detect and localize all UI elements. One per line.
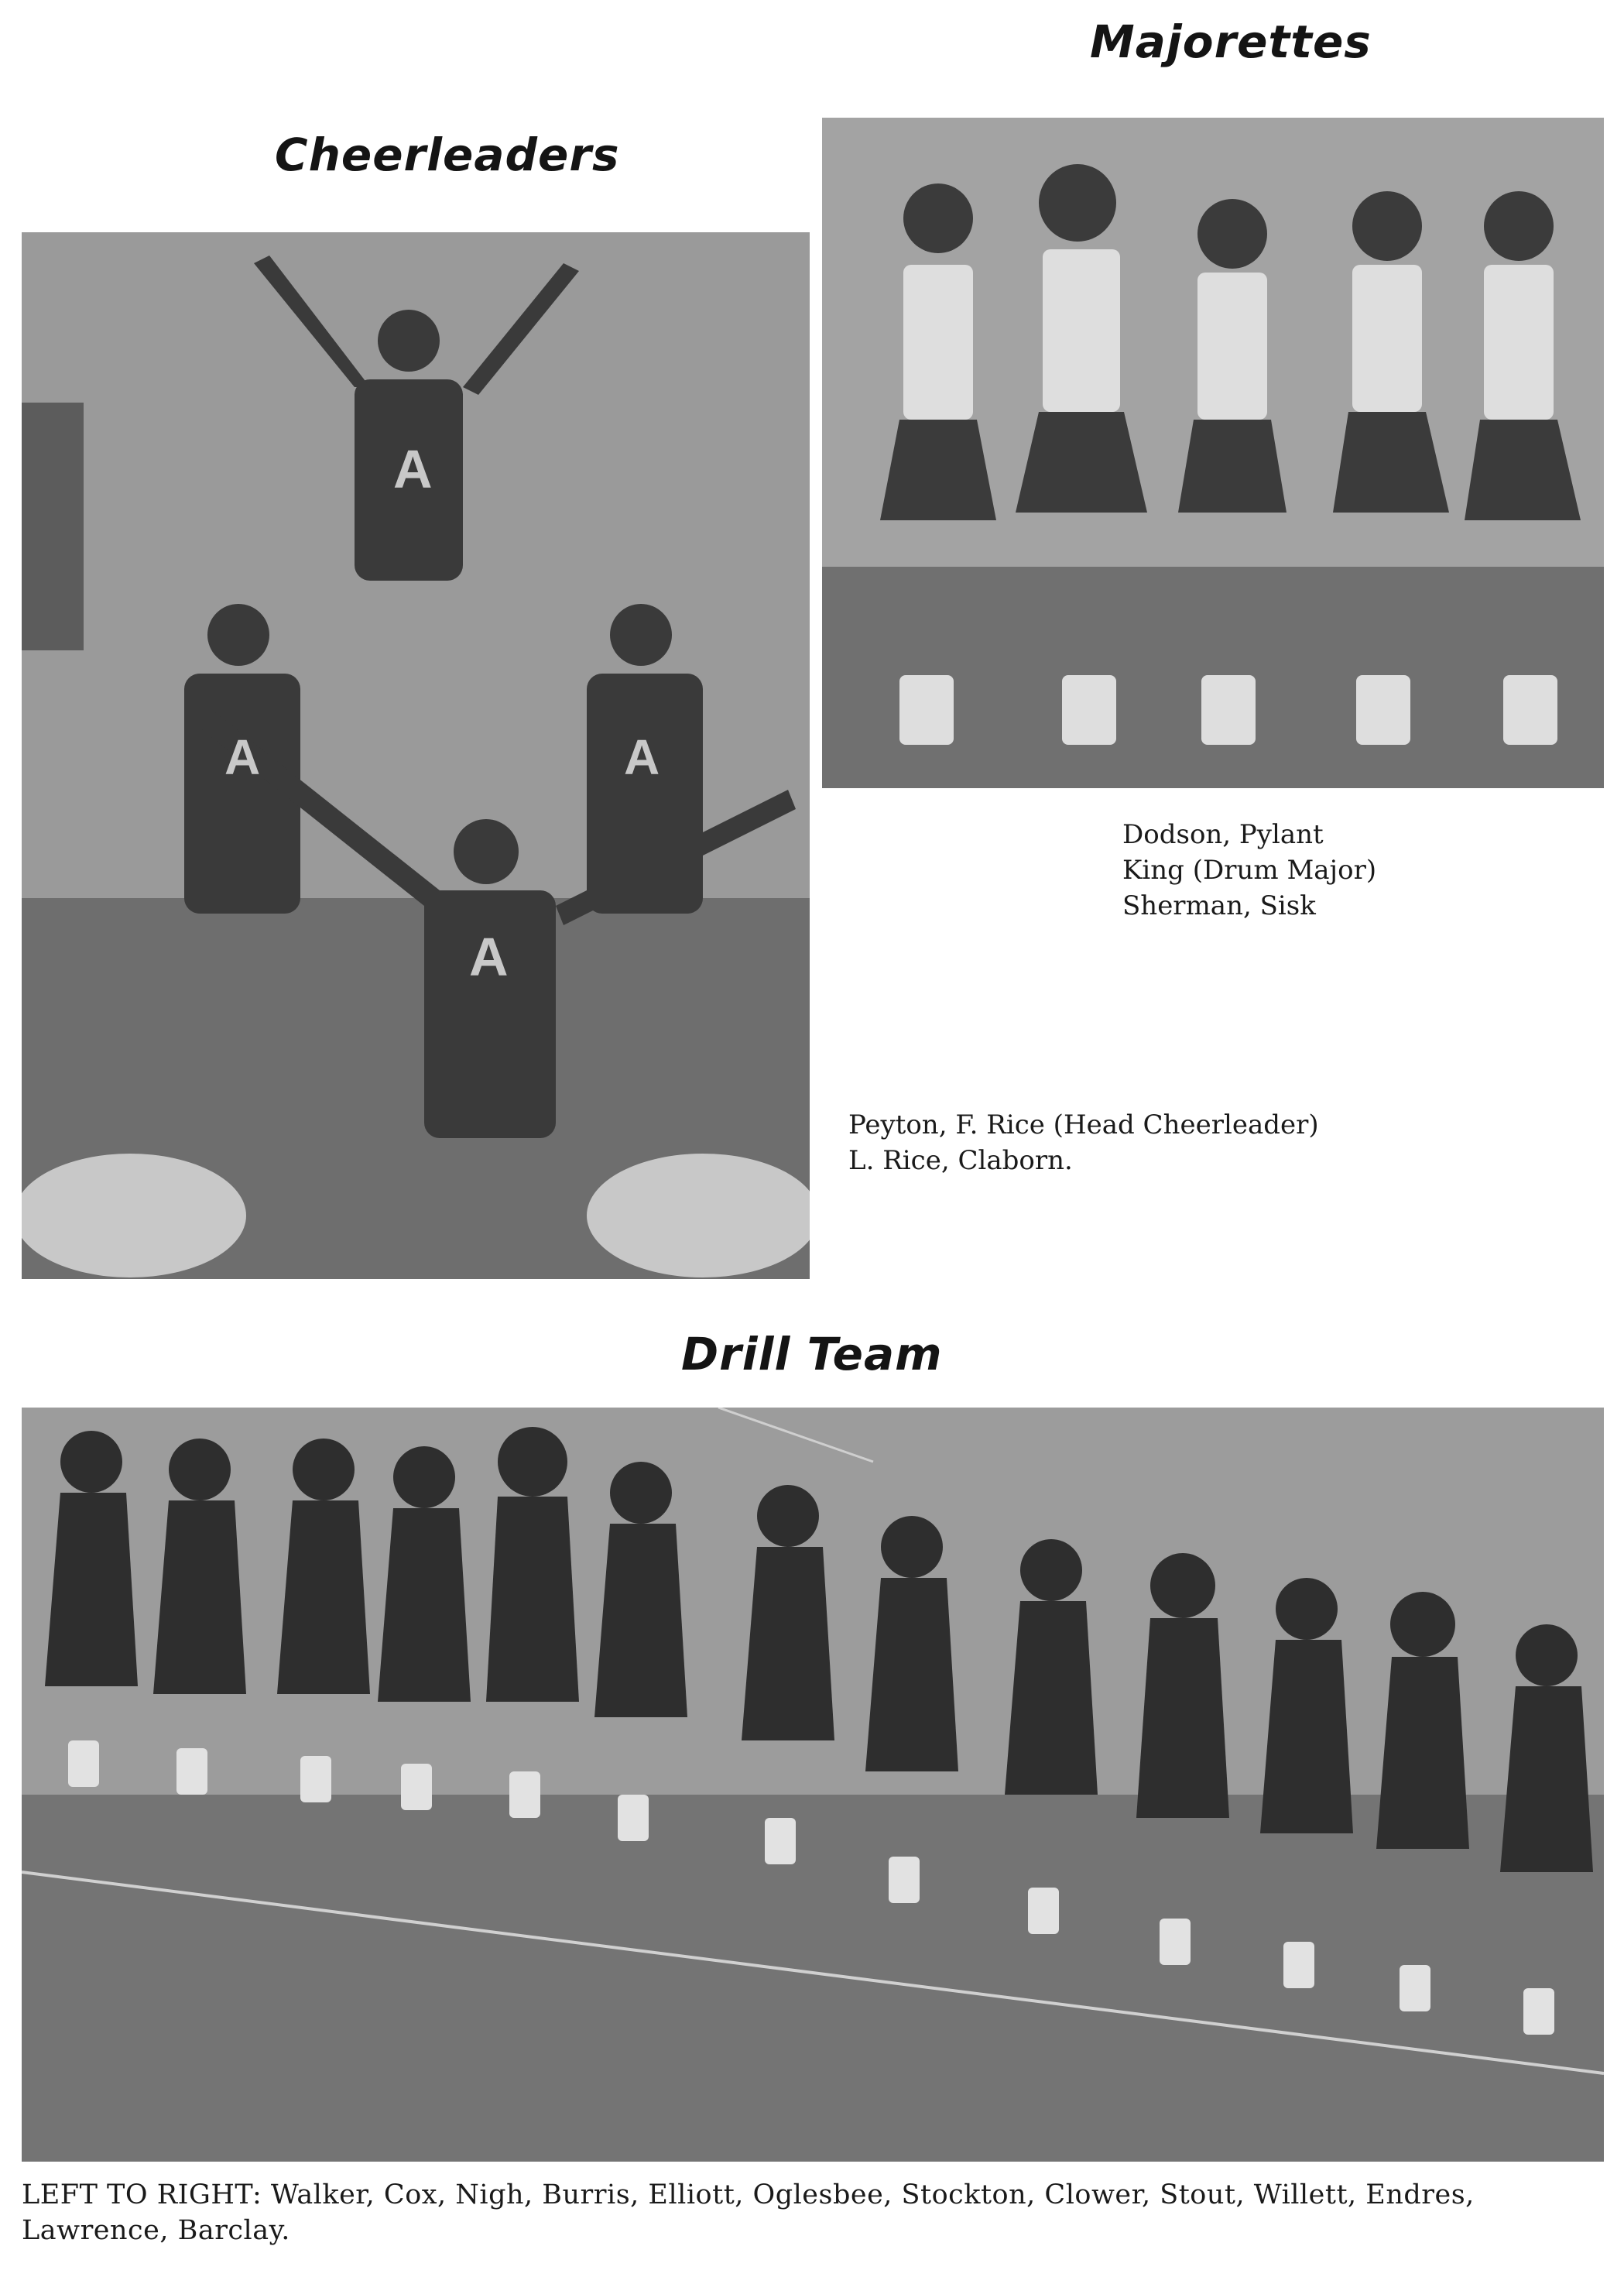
cheerleaders-caption-line: L. Rice, Claborn. <box>848 1145 1073 1176</box>
majorettes-caption-line: Sherman, Sisk <box>1122 890 1316 921</box>
majorettes-caption-line: King (Drum Major) <box>1122 855 1377 886</box>
drill-team-heading: Drill Team <box>681 1328 943 1380</box>
cheerleaders-heading: Cheerleaders <box>275 129 620 181</box>
cheerleaders-caption-line: Peyton, F. Rice (Head Cheerleader) <box>848 1109 1319 1140</box>
svg-text:A: A <box>469 927 509 987</box>
svg-text:A: A <box>624 729 660 785</box>
majorettes-caption <box>1122 817 1376 924</box>
drill-team-caption: LEFT TO RIGHT: Walker, Cox, Nigh, Burris, Elliott, Oglesbee, Stockton, Clower, Stout, Willett, Endres, Lawrence, Barclay. <box>22 2179 1475 2246</box>
cheerleaders-caption <box>848 1107 1319 1178</box>
majorettes-heading: Majorettes <box>1090 15 1372 68</box>
majorettes-caption-line: Dodson, Pylant <box>1122 819 1324 850</box>
svg-text:A: A <box>393 439 433 499</box>
majorettes-photo <box>822 118 1604 788</box>
svg-text:A: A <box>224 729 261 785</box>
drill-team-photo <box>22 1408 1604 2162</box>
cheerleaders-photo <box>22 232 810 1279</box>
